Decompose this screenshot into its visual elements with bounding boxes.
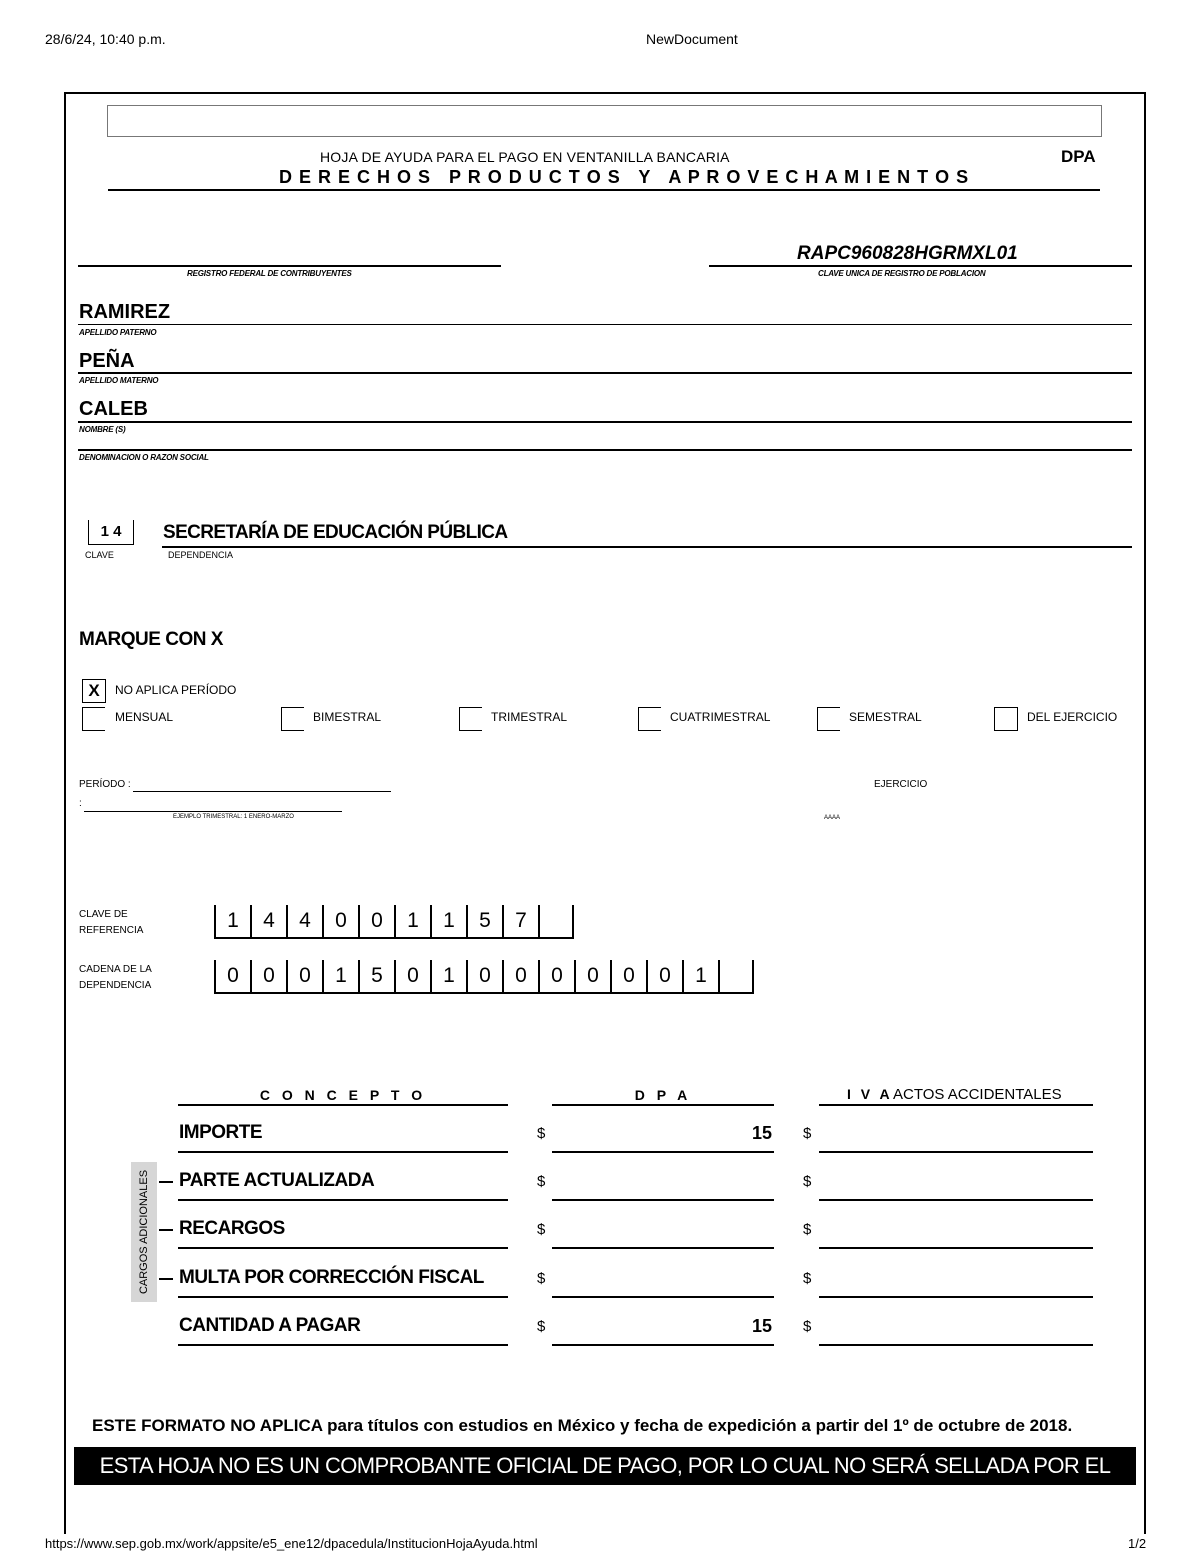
cadena-dependencia-digit: 1 [322, 960, 358, 994]
cadena-dependencia-digit: 0 [574, 960, 610, 994]
cadena-dependencia-label-2: DEPENDENCIA [79, 980, 152, 991]
form-code: DPA [1061, 147, 1096, 166]
col-concepto-line [178, 1104, 508, 1106]
print-url: https://www.sep.gob.mx/work/appsite/e5_ene12/dpacedula/InstitucionHojaAyuda.html [45, 1536, 538, 1551]
row-dpa-line [552, 1199, 774, 1201]
footer-note [92, 1416, 1072, 1436]
row-iva-line [819, 1296, 1093, 1298]
row-label-recargos: RECARGOS [179, 1218, 285, 1239]
cadena-dependencia-digit: 0 [610, 960, 646, 994]
row-dpa-line [552, 1344, 774, 1346]
apellido-paterno-value: RAMIREZ [79, 301, 171, 323]
marque-heading: MARQUE CON X [79, 629, 223, 650]
apellido-paterno-line [78, 324, 1132, 325]
row-label-cantidad-a-pagar: CANTIDAD A PAGAR [179, 1315, 361, 1336]
mensual-label: MENSUAL [115, 710, 174, 724]
curp-line [709, 265, 1132, 267]
cadena-dependencia-digit: 1 [430, 960, 466, 994]
mensual-checkbox[interactable] [82, 707, 105, 731]
clave-referencia-digit: 4 [250, 905, 286, 939]
clave-referencia-label-1: CLAVE DE [79, 909, 128, 920]
rfc-line [78, 265, 501, 267]
row-iva-currency: $ [803, 1270, 812, 1287]
row-iva-line [819, 1344, 1093, 1346]
form-subtitle: HOJA DE AYUDA PARA EL PAGO EN VENTANILLA BANCARIA [320, 149, 730, 165]
col-iva-sub: ACTOS ACCIDENTALES [893, 1086, 1062, 1103]
row-dpa-line [552, 1296, 774, 1298]
footer-note-bold: ESTE FORMATO NO APLICA [92, 1416, 323, 1435]
top-empty-box [107, 105, 1102, 137]
col-iva-line [819, 1104, 1093, 1106]
clave-referencia-digit: 1 [214, 905, 250, 939]
cadena-dependencia-digit: 0 [250, 960, 286, 994]
dependencia-name: SECRETARÍA DE EDUCACIÓN PÚBLICA [163, 522, 508, 543]
cadena-dependencia-digit: 0 [538, 960, 574, 994]
no-aplica-checkbox[interactable]: X [82, 679, 106, 703]
semestral-checkbox[interactable] [817, 707, 840, 731]
ejercicio-label: EJERCICIO [874, 779, 928, 790]
periodo-ejemplo: EJEMPLO TRIMESTRAL: 1 ENERO-MARZO [173, 814, 294, 820]
ejercicio-aaaa: AAAA [824, 815, 841, 821]
cargo-tick-2 [159, 1229, 173, 1231]
cadena-dependencia-digit: 0 [502, 960, 538, 994]
periodo-label: PERÍODO : [79, 779, 131, 790]
row-concepto-line [178, 1199, 508, 1201]
trimestral-label: TRIMESTRAL [491, 710, 568, 724]
row-iva-currency: $ [803, 1173, 812, 1190]
print-datetime: 28/6/24, 10:40 p.m. [45, 31, 166, 47]
row-label-importe: IMPORTE [179, 1122, 263, 1143]
apellido-materno-value: PEÑA [79, 350, 135, 372]
clave-referencia-digit: 1 [394, 905, 430, 939]
footer-note-rest: para títulos con estudios en México y fecha de expedición a partir del 1º de octubre de 2018. [322, 1416, 1073, 1435]
row-iva-currency: $ [803, 1221, 812, 1238]
cargo-tick-1 [159, 1181, 173, 1183]
cadena-dependencia-digits [214, 960, 754, 994]
dependencia-clave-label: CLAVE [85, 550, 114, 560]
clave-referencia-digit: 0 [358, 905, 394, 939]
bimestral-checkbox[interactable] [281, 707, 304, 731]
dependencia-clave-box: 1 4 [88, 520, 134, 545]
cuatrimestral-label: CUATRIMESTRAL [670, 710, 771, 724]
row-dpa-amount: 15 [751, 1123, 772, 1143]
row-concepto-line [178, 1247, 508, 1249]
trimestral-checkbox[interactable] [459, 707, 482, 731]
rfc-label: REGISTRO FEDERAL DE CONTRIBUYENTES [187, 269, 352, 278]
row-dpa-amount: 15 [751, 1316, 772, 1336]
row-concepto-line [178, 1296, 508, 1298]
cargos-adicionales-bar [131, 1162, 157, 1302]
razon-social-label: DENOMINACION O RAZON SOCIAL [79, 453, 209, 462]
nombre-label: NOMBRE (S) [79, 425, 126, 434]
print-page-number: 1/2 [1128, 1536, 1147, 1551]
cuatrimestral-checkbox[interactable] [638, 707, 661, 731]
nombre-line [78, 421, 1132, 423]
col-iva: I V A [847, 1086, 893, 1102]
clave-referencia-digit [538, 905, 574, 939]
print-doc-title: NewDocument [646, 31, 738, 47]
row-iva-line [819, 1151, 1093, 1153]
clave-referencia-digit: 1 [430, 905, 466, 939]
row-dpa-currency: $ [537, 1318, 546, 1335]
cadena-dependencia-digit: 0 [286, 960, 322, 994]
del-ejercicio-checkbox[interactable] [994, 707, 1018, 731]
curp-value: RAPC960828HGRMXL01 [797, 243, 1018, 264]
clave-referencia-digits [214, 905, 574, 939]
row-concepto-line [178, 1151, 508, 1153]
row-dpa-currency: $ [537, 1125, 546, 1142]
row-iva-line [819, 1247, 1093, 1249]
dependencia-label: DEPENDENCIA [168, 550, 234, 560]
col-dpa: D P A [634, 1087, 692, 1103]
form-title: D E R E C H O S P R O D U C T O S Y A P R O V E C H A M I E N T O S [279, 167, 970, 187]
bimestral-label: BIMESTRAL [313, 710, 382, 724]
clave-referencia-digit: 4 [286, 905, 322, 939]
cadena-dependencia-label-1: CADENA DE LA [79, 964, 152, 975]
periodo-colon: : [79, 798, 82, 809]
cadena-dependencia-digit: 0 [466, 960, 502, 994]
row-dpa-currency: $ [537, 1221, 546, 1238]
cadena-dependencia-digit [718, 960, 754, 994]
row-dpa-line [552, 1151, 774, 1153]
cadena-dependencia-digit: 1 [682, 960, 718, 994]
cadena-dependencia-digit: 0 [646, 960, 682, 994]
cadena-dependencia-digit: 0 [394, 960, 430, 994]
col-concepto: C O N C E P T O [259, 1087, 427, 1103]
clave-referencia-digit: 7 [502, 905, 538, 939]
dependencia-line [162, 546, 1132, 548]
apellido-paterno-label: APELLIDO PATERNO [79, 328, 157, 337]
razon-social-line [78, 449, 1132, 451]
apellido-materno-line [78, 372, 1132, 374]
cadena-dependencia-digit: 5 [358, 960, 394, 994]
row-iva-line [819, 1199, 1093, 1201]
curp-label: CLAVE UNICA DE REGISTRO DE POBLACION [818, 269, 986, 278]
row-label-parte-actualizada: PARTE ACTUALIZADA [179, 1170, 375, 1191]
clave-referencia-digit: 5 [466, 905, 502, 939]
semestral-label: SEMESTRAL [849, 710, 922, 724]
row-dpa-currency: $ [537, 1173, 546, 1190]
no-aplica-label: NO APLICA PERÍODO [115, 683, 237, 697]
footer-banner: ESTA HOJA NO ES UN COMPROBANTE OFICIAL DE PAGO, POR LO CUAL NO SERÁ SELLADA POR EL CAJERO. [74, 1447, 1136, 1485]
row-iva-currency: $ [803, 1318, 812, 1335]
periodo-line-2 [84, 811, 342, 812]
clave-referencia-label-2: REFERENCIA [79, 925, 144, 936]
nombre-value: CALEB [79, 398, 148, 420]
row-dpa-line [552, 1247, 774, 1249]
row-dpa-currency: $ [537, 1270, 546, 1287]
periodo-line [133, 791, 391, 792]
cargo-tick-3 [159, 1278, 173, 1280]
row-iva-currency: $ [803, 1125, 812, 1142]
cargos-adicionales-label: CARGOS ADICIONALES [138, 1169, 150, 1295]
title-underline [108, 189, 1100, 191]
col-dpa-line [552, 1104, 774, 1106]
del-ejercicio-label: DEL EJERCICIO [1027, 710, 1118, 724]
row-concepto-line [178, 1344, 508, 1346]
row-label-multa-por-correccion-fiscal: MULTA POR CORRECCIÓN FISCAL [179, 1267, 484, 1288]
cadena-dependencia-digit: 0 [214, 960, 250, 994]
apellido-materno-label: APELLIDO MATERNO [79, 376, 159, 385]
clave-referencia-digit: 0 [322, 905, 358, 939]
